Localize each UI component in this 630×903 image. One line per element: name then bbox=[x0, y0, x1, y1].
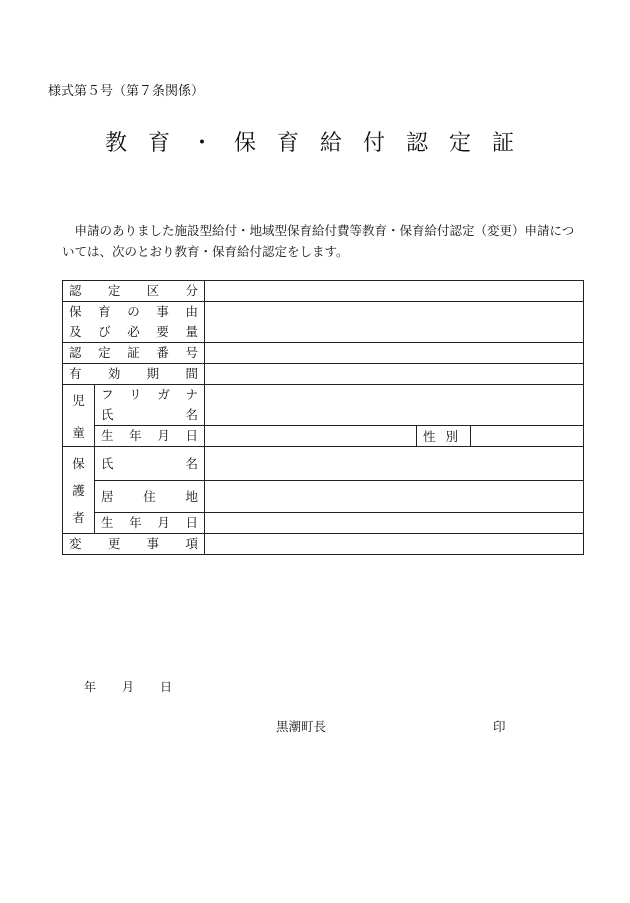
issue-date bbox=[84, 678, 172, 695]
care-reason-label-line1: 保 育 の 事 由 bbox=[69, 304, 198, 319]
gender-value[interactable] bbox=[471, 426, 584, 447]
row-validity-period bbox=[63, 364, 584, 385]
changes-value[interactable] bbox=[205, 534, 584, 555]
issuer-name: 黒潮町長 bbox=[276, 719, 327, 734]
row-care-reason bbox=[63, 302, 584, 343]
intro-paragraph: 申請のありました施設型給付・地域型保育給付費等教育・保育給付認定（変更）申請については、次のとおり教育・保育給付認定をします。 bbox=[62, 223, 575, 259]
row-guardian-birth bbox=[63, 513, 584, 534]
address-label: 居 住 地 bbox=[101, 488, 198, 504]
guardian-name-value[interactable] bbox=[205, 447, 584, 481]
certification-category-label: 認 定 区 分 bbox=[69, 283, 198, 298]
row-guardian-address bbox=[63, 481, 584, 513]
row-guardian-name bbox=[63, 447, 584, 481]
certificate-table bbox=[62, 280, 584, 555]
form-number: 様式第５号（第７条関係） bbox=[48, 84, 205, 99]
child-birth-date-value[interactable] bbox=[205, 426, 417, 447]
validity-period-label: 有 効 期 間 bbox=[69, 366, 198, 381]
guardian-group-label: 保 護 者 bbox=[72, 456, 85, 525]
child-name-label: 氏 名 bbox=[101, 407, 198, 422]
certificate-number-value[interactable] bbox=[205, 343, 584, 364]
row-child-birth bbox=[63, 426, 584, 447]
guardian-birth-date-value[interactable] bbox=[205, 513, 584, 534]
row-certification-category bbox=[63, 281, 584, 302]
guardian-name-label: 氏 名 bbox=[101, 455, 198, 471]
child-group-label: 児 童 bbox=[72, 392, 85, 440]
furigana-label: フ リ ガ ナ bbox=[101, 387, 198, 402]
date-month-label: 月 bbox=[122, 680, 135, 694]
row-changes bbox=[63, 534, 584, 555]
row-certificate-number bbox=[63, 343, 584, 364]
certification-category-value[interactable] bbox=[205, 281, 584, 302]
row-child-name bbox=[63, 385, 584, 426]
validity-period-value[interactable] bbox=[205, 364, 584, 385]
child-name-value[interactable] bbox=[205, 385, 584, 426]
date-gap-2 bbox=[134, 678, 160, 695]
date-year-label: 年 bbox=[84, 680, 97, 694]
certificate-number-label: 認 定 証 番 号 bbox=[69, 345, 198, 360]
document-title: 教育・保育給付認定証 bbox=[104, 131, 535, 156]
date-gap-1 bbox=[96, 678, 122, 695]
care-reason-value[interactable] bbox=[205, 302, 584, 343]
gender-label: 性別 bbox=[423, 429, 469, 444]
child-birth-date-label: 生 年 月 日 bbox=[101, 428, 198, 443]
seal-mark: 印 bbox=[493, 719, 506, 734]
address-value[interactable] bbox=[205, 481, 584, 513]
changes-label: 変 更 事 項 bbox=[69, 536, 198, 551]
guardian-birth-date-label: 生 年 月 日 bbox=[101, 515, 198, 530]
care-reason-label-line2: 及 び 必 要 量 bbox=[69, 324, 198, 339]
date-day-label: 日 bbox=[160, 680, 173, 694]
